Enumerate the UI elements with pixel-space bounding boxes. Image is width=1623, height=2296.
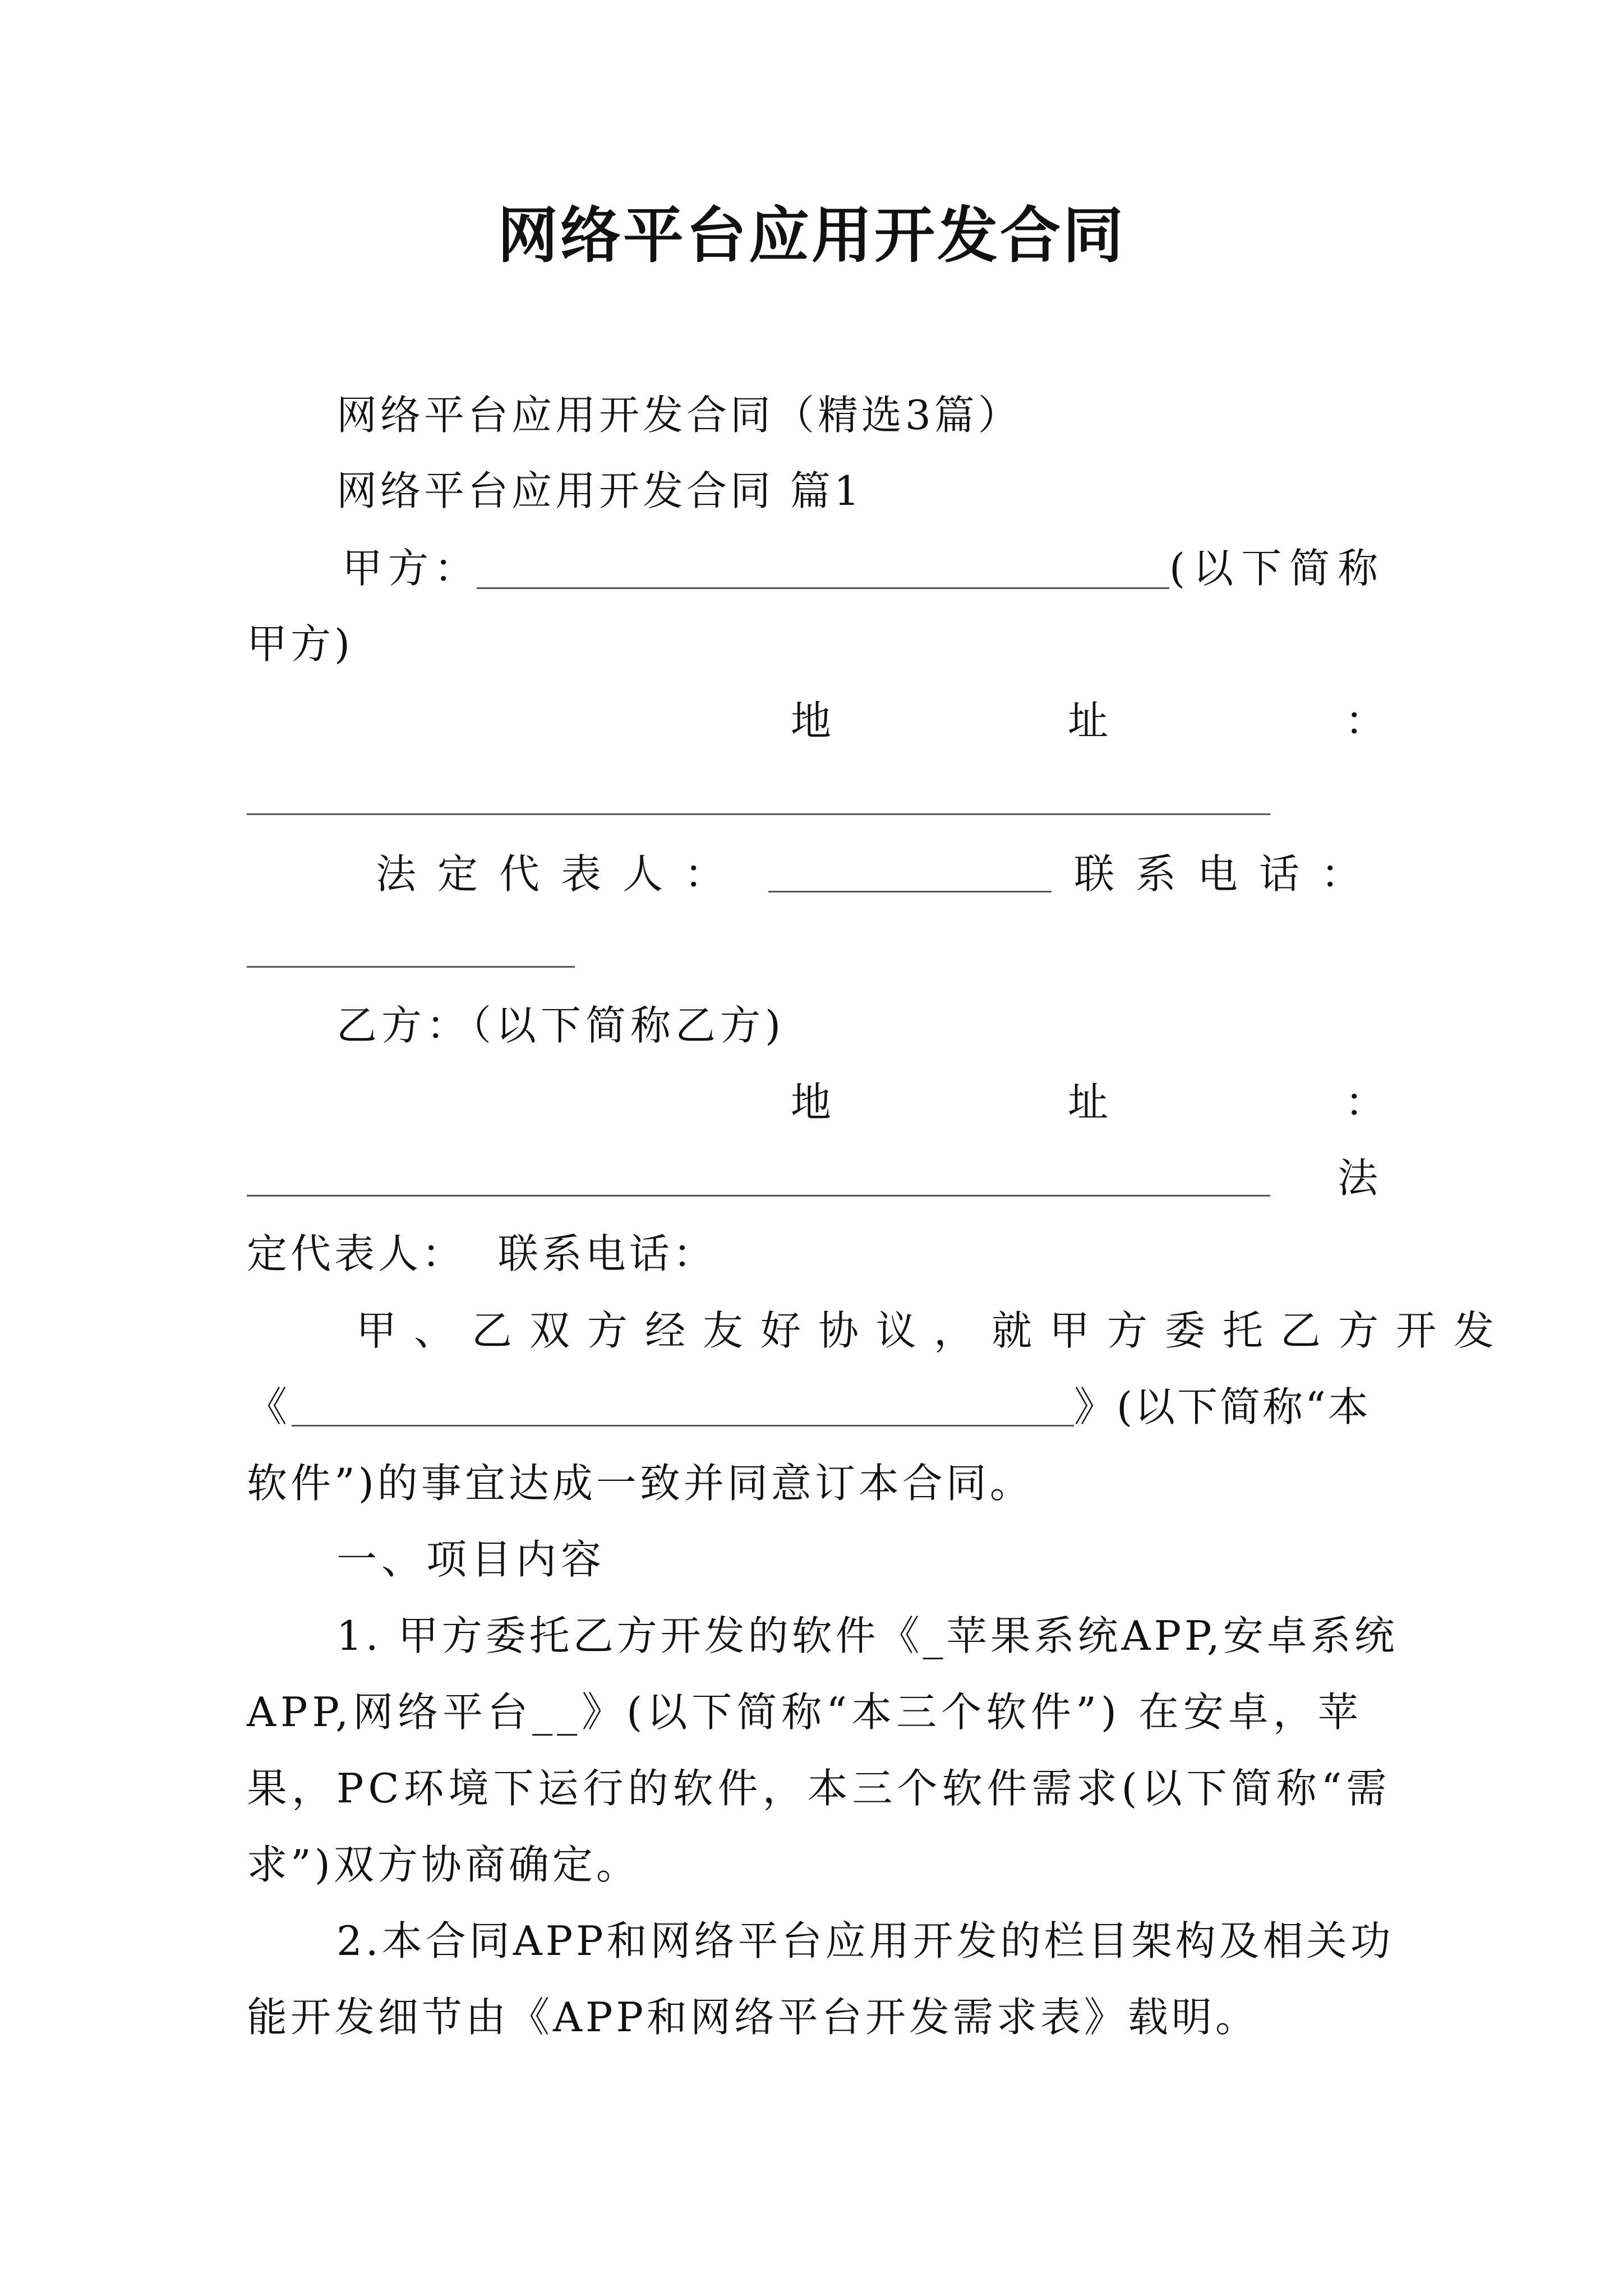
item2-line2: 能开发细节由《APP和网络平台开发需求表》载明。 (247, 1994, 1259, 2041)
party-a-suffix: (以下简称 (1169, 545, 1386, 592)
address-b-char-1: 地 (791, 1079, 832, 1126)
item1-line4: 求”)双方协商确定。 (247, 1841, 640, 1888)
address-b-colon: ： (1344, 1079, 1385, 1126)
legal-rep-b-label: 定代表人： 联系电话： (247, 1230, 717, 1277)
item1-line1: 1. 甲方委托乙方开发的软件《_苹果系统APP,安卓系统 (336, 1612, 1398, 1659)
address-colon: ： (1344, 697, 1385, 744)
software-name-blank (292, 1425, 1074, 1427)
subtitle: 网络平台应用开发合同（精选3篇） (336, 392, 1022, 439)
address-a-blank (247, 813, 1270, 815)
item1-line3: 果，PC环境下运行的软件，本三个软件需求(以下简称“需 (247, 1765, 1391, 1812)
party-a-suffix-cont: 甲方) (247, 620, 354, 668)
page-title: 网络平台应用开发合同 (497, 200, 1126, 271)
party-a-label: 甲方： (342, 545, 481, 592)
para1-open: 《 (247, 1383, 288, 1430)
section-heading: 网络平台应用开发合同 篇1 (336, 467, 863, 514)
address-a-row (791, 693, 1385, 749)
legal-rep-b-start: 法 (1338, 1154, 1378, 1202)
para1-line3: 软件”)的事宜达成一致并同意订本合同。 (247, 1460, 1034, 1507)
address-b-blank (247, 1195, 1270, 1197)
phone-a-label: 联系电话： (1074, 850, 1383, 898)
address-char-1: 地 (791, 697, 832, 744)
legal-rep-a-blank (768, 891, 1052, 892)
party-b-label: 乙方：（以下简称乙方) (336, 1002, 786, 1049)
item-heading: 一、项目内容 (336, 1536, 606, 1583)
party-a-blank (477, 587, 1169, 589)
para1-line1: 甲、乙双方经友好协议，就甲方委托乙方开发 (356, 1307, 1512, 1354)
phone-a-blank (247, 966, 575, 968)
address-b-char-2: 址 (1067, 1079, 1108, 1126)
item1-line2: APP,网络平台__》(以下简称“本三个软件”) 在安卓，苹 (247, 1688, 1363, 1736)
para1-close: 》(以下简称“本 (1074, 1383, 1371, 1430)
address-b-row (791, 1074, 1385, 1130)
item2-line1: 2.本合同APP和网络平台应用开发的栏目架构及相关功 (336, 1917, 1394, 1964)
legal-rep-a-label: 法定代表人： (376, 850, 746, 898)
address-char-2: 址 (1067, 697, 1108, 744)
